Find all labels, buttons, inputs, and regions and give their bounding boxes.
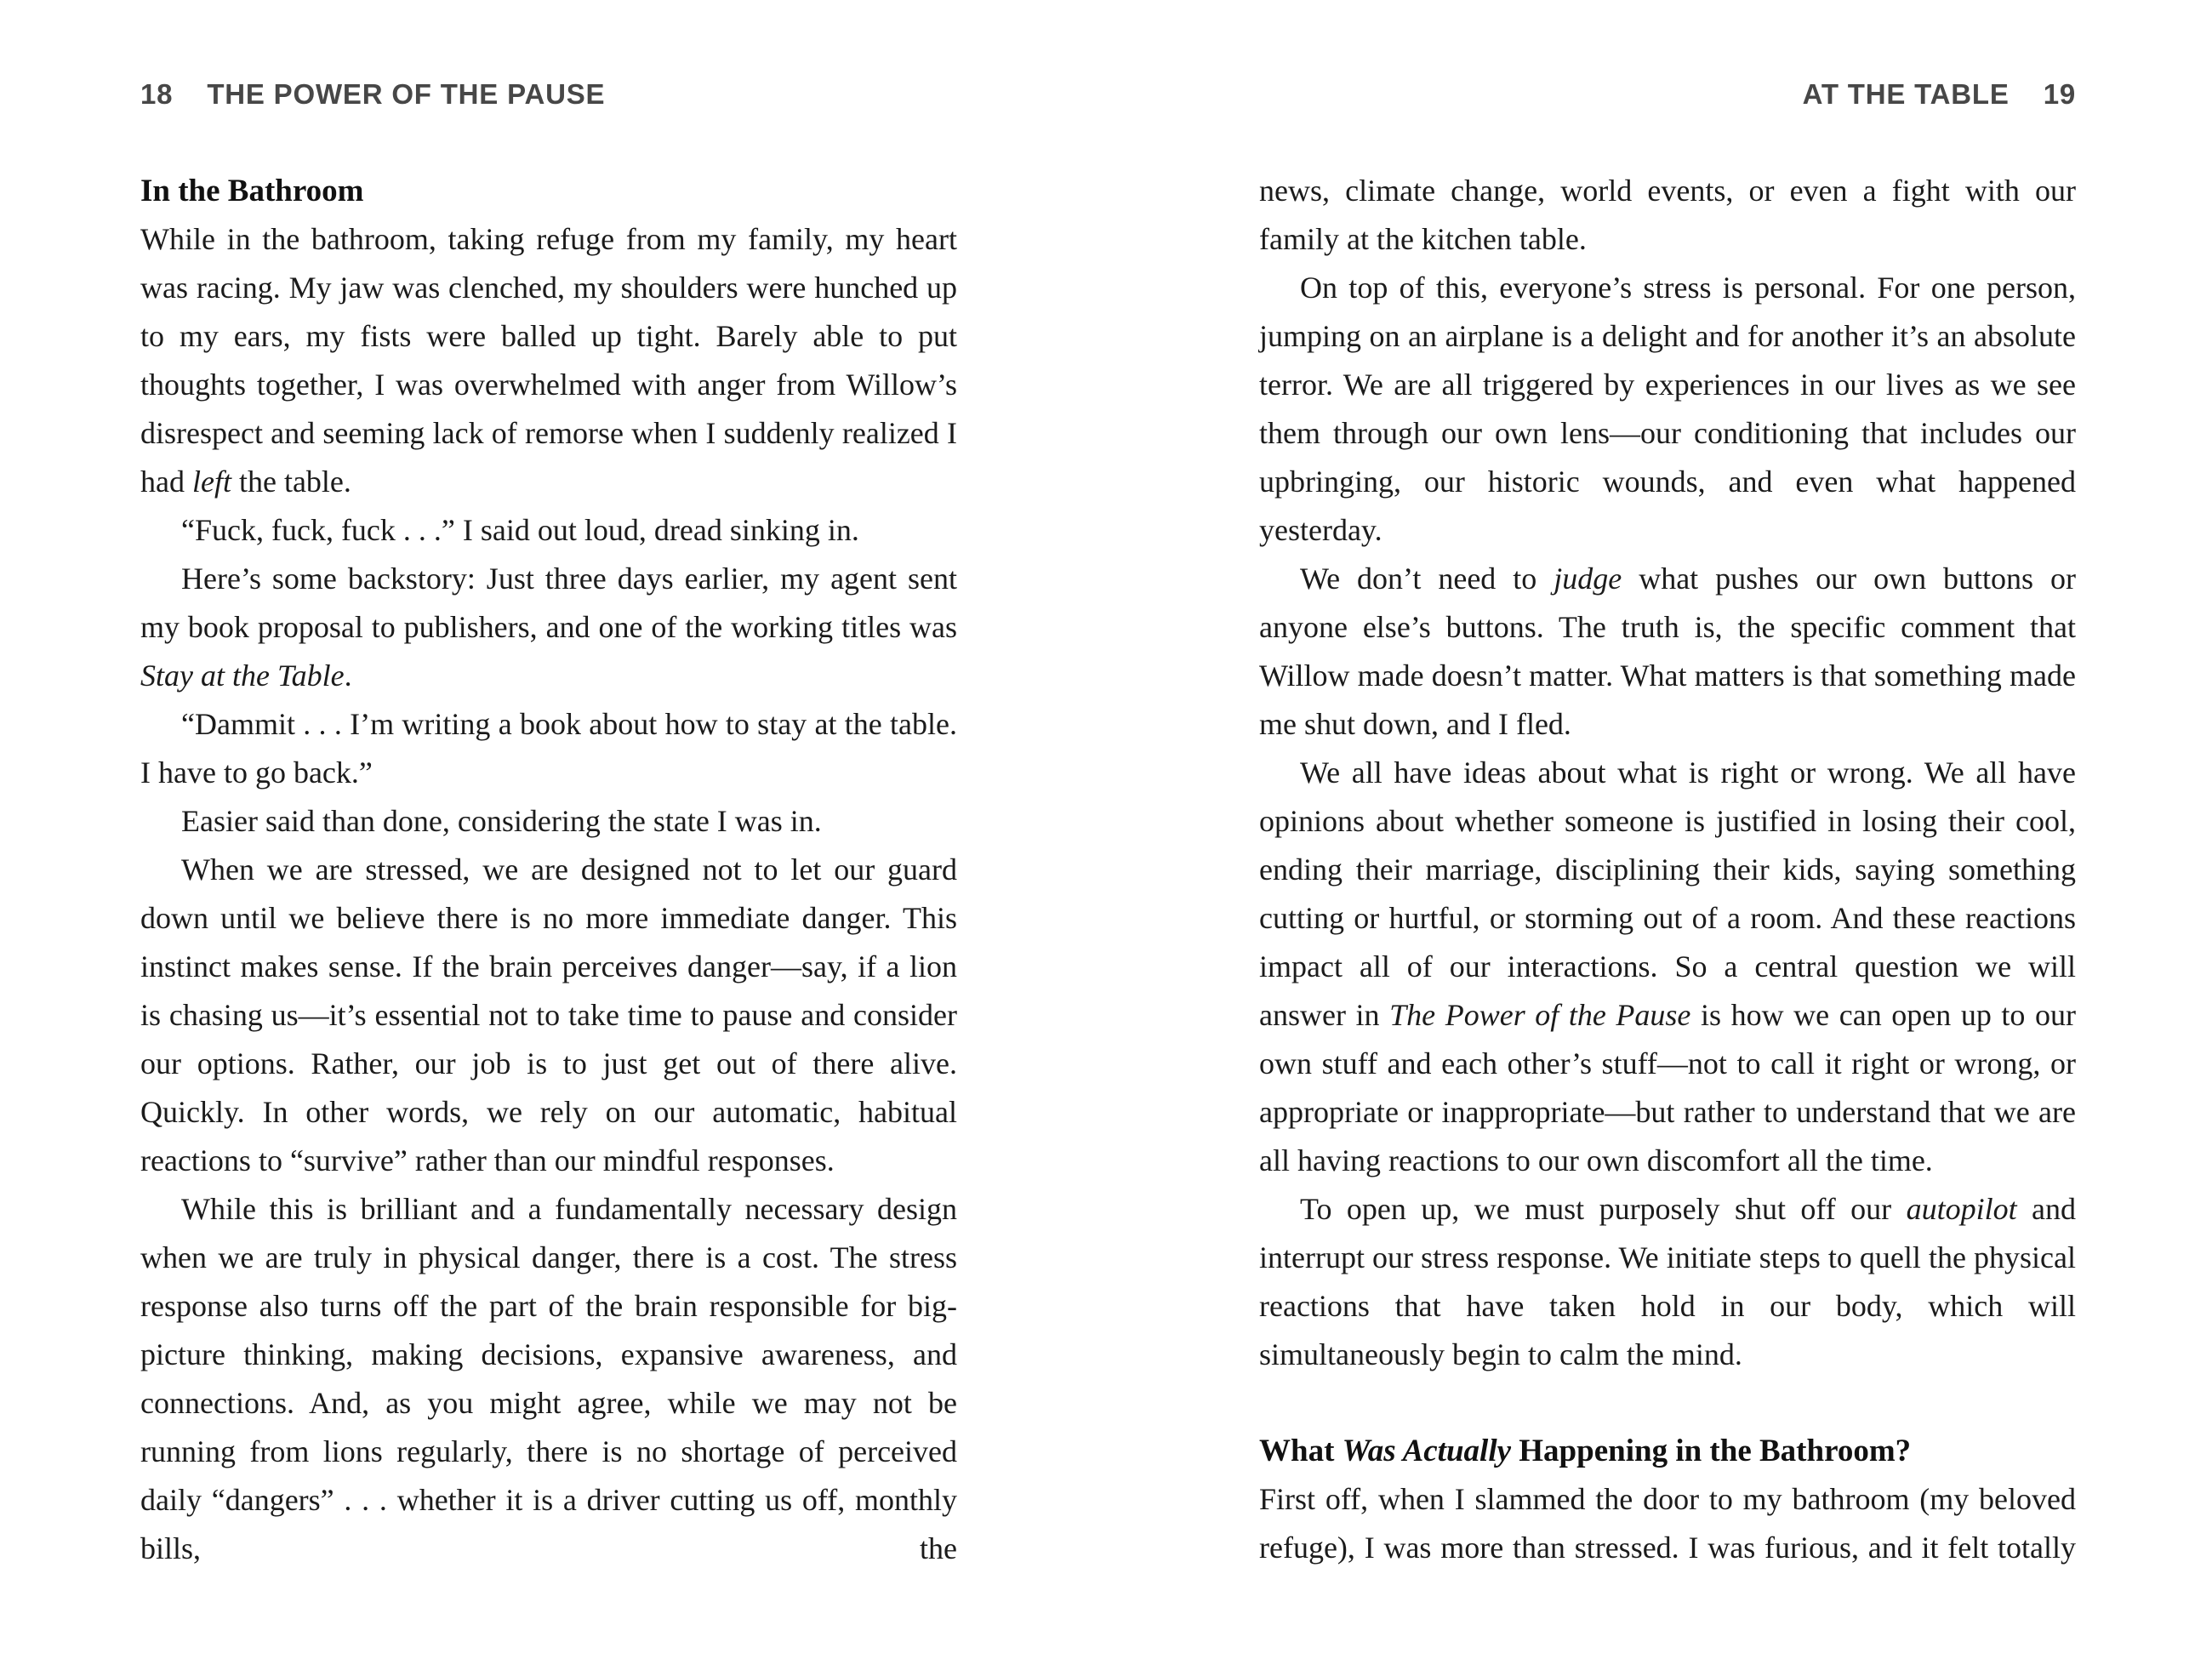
text-run: We don’t need to — [1300, 562, 1554, 596]
italic-text: Stay at the Table — [140, 658, 345, 693]
italic-text: autopilot — [1906, 1192, 2017, 1226]
paragraph — [1259, 555, 2076, 749]
page-right — [1106, 0, 2212, 1659]
paragraph — [1259, 167, 2076, 264]
text-run: “Fuck, fuck, fuck . . .” I said out loud, dread sinking in. — [181, 513, 859, 547]
text-run: the table. — [231, 465, 351, 499]
text-run: We all have ideas about what is right or wrong. We all have opinions about whether someone is justified in losing their cool, ending their marriage, disciplining their kids, saying something cutting or hurtful, or storming out of a room. And these reactions impact all of our interactions. So a central question we will answer in — [1259, 755, 2076, 1032]
paragraph — [1259, 1475, 2076, 1572]
running-head-title-right: AT THE TABLE — [1802, 78, 2010, 110]
text-run: What — [1259, 1434, 1343, 1468]
section-heading — [1259, 1427, 2076, 1475]
text-run: First off, when I slammed the door to my bathroom (my beloved refuge), I was more than stressed. I was furious, and it felt totally — [1259, 1482, 2076, 1565]
text-run: When we are stressed, we are designed not to let our guard down until we believe there is no more immediate danger. This instinct makes sense. If the brain perceives danger—say, if a lion is chasing us—it’s essential not to take time to pause and consider our options. Rather, our job is to just get out of there alive. Quickly. In other words, we rely on our automatic, habitual reactions to “survive” rather than our mindful responses. — [140, 852, 957, 1177]
text-run: . — [344, 658, 352, 693]
text-run: On top of this, everyone’s stress is personal. For one person, jumping on an airplane is a delight and for another it’s an absolute terror. We are all triggered by experiences in our lives as we see them through our own lens—our conditioning that includes our upbringing, our historic wounds, and even what happened yesterday. — [1259, 271, 2076, 547]
running-head-title-left: THE POWER OF THE PAUSE — [207, 78, 606, 110]
page-number-left: 18 — [140, 78, 174, 110]
text-block-right — [1259, 167, 2076, 1572]
text-run: “Dammit . . . I’m writing a book about how to stay at the table. I have to go back.” — [140, 707, 957, 790]
paragraph — [1259, 749, 2076, 1185]
text-run: In the Bathroom — [140, 174, 364, 208]
text-block-left — [140, 167, 957, 1573]
text-run: Easier said than done, considering the state I was in. — [181, 804, 822, 838]
text-run: and interrupt our stress response. We initiate steps to quell the physical reactions that have taken hold in our body, which will simultaneously begin to calm the mind. — [1259, 1192, 2076, 1371]
text-run: Happening in the Bathroom? — [1511, 1434, 1912, 1468]
text-run: To open up, we must purposely shut off our — [1300, 1192, 1907, 1226]
paragraph — [140, 700, 957, 797]
running-head-right — [1803, 78, 2076, 111]
text-run: is how we can open up to our own stuff and each other’s stuff—not to call it right or wrong, or appropriate or inappropriate—but rather to understand that we are all having reactions to our own discomfort all the time. — [1259, 998, 2076, 1177]
paragraph — [140, 797, 957, 846]
paragraph — [140, 506, 957, 555]
text-run: news, climate change, world events, or even a fight with our family at the kitchen table. — [1259, 174, 2076, 256]
paragraph — [140, 1185, 957, 1573]
text-run: While in the bathroom, taking refuge from my family, my heart was racing. My jaw was clenched, my shoulders were hunched up to my ears, my fists were balled up tight. Barely able to put thoughts together, I was overwhelmed with anger from Willow’s disrespect and seeming lack of remorse when I suddenly realized I had — [140, 222, 957, 499]
italic-text: The Power of the Pause — [1389, 998, 1691, 1032]
text-run: While this is brilliant and a fundamentally necessary design when we are truly in physical danger, there is a cost. The stress response also turns off the part of the brain responsible for big-picture thinking, making decisions, expansive awareness, and connections. And, as you might agree, while we may not be running from lions regularly, there is no shortage of perceived daily “dangers” . . . whether it is a driver cutting us off, monthly bills, the — [140, 1192, 957, 1565]
italic-text: left — [191, 465, 231, 499]
paragraph — [1259, 1185, 2076, 1379]
paragraph — [140, 215, 957, 506]
paragraph — [1259, 264, 2076, 555]
italic-text: Was Actually — [1342, 1434, 1512, 1468]
text-run: Here’s some backstory: Just three days earlier, my agent sent my book proposal to publishers, and one of the working titles was — [140, 562, 957, 644]
paragraph — [140, 846, 957, 1185]
text-run: what pushes our own buttons or anyone else’s buttons. The truth is, the specific comment that Willow made doesn’t matter. What matters is that something made me shut down, and I fled. — [1259, 562, 2077, 741]
paragraph — [140, 555, 957, 700]
italic-text: judge — [1554, 562, 1622, 596]
page-number-right: 19 — [2043, 78, 2076, 110]
running-head-left — [140, 78, 605, 111]
section-heading — [140, 167, 957, 215]
